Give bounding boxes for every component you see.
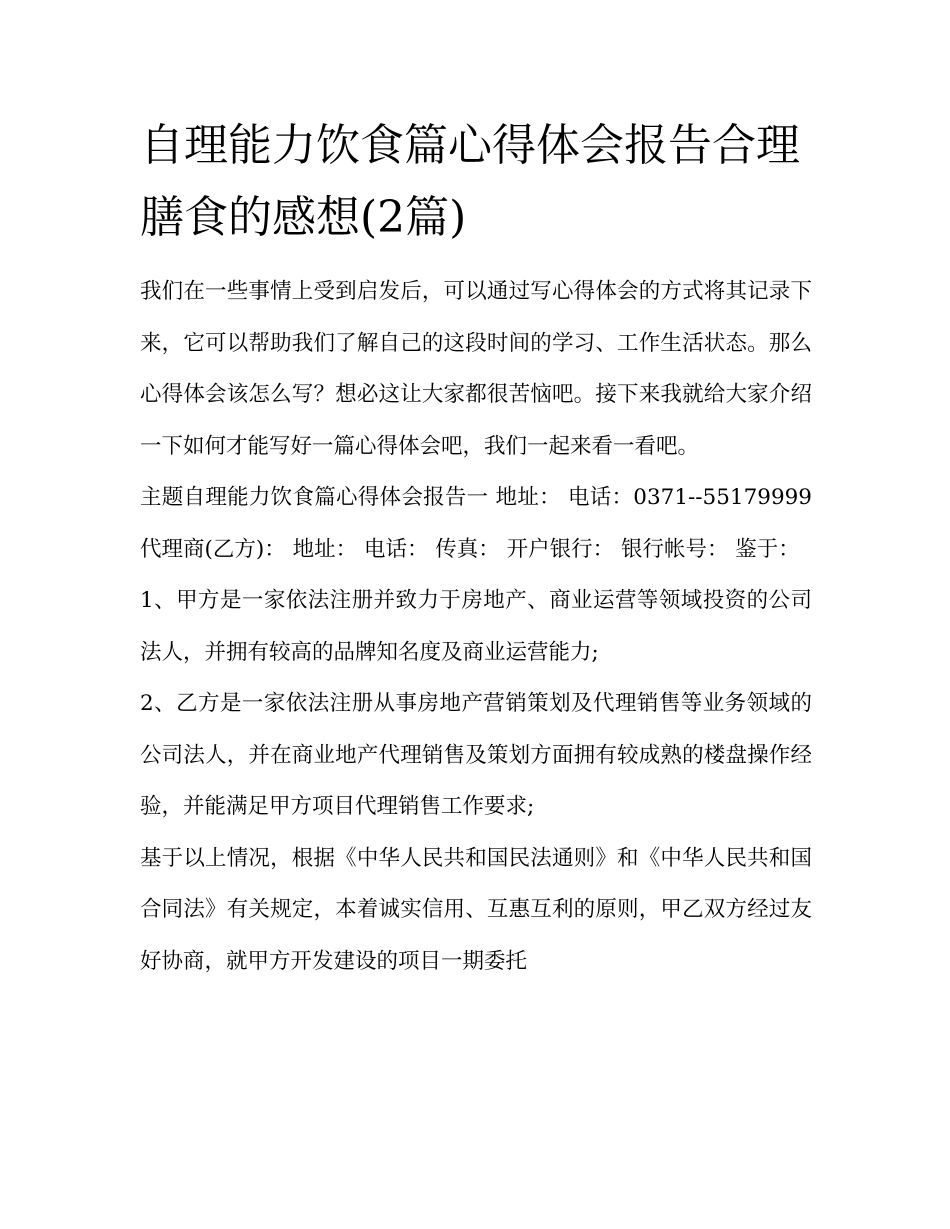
document-title: 自理能力饮食篇心得体会报告合理膳食的感想(2篇) xyxy=(140,120,800,243)
document-body xyxy=(140,266,812,987)
paragraph-clause-1: 1、甲方是一家依法注册并致力于房地产、商业运营等领域投资的公司法人，并拥有较高的品牌知名度及商业运营能力; xyxy=(140,588,812,665)
paragraph-intro: 我们在一些事情上受到启发后，可以通过写心得体会的方式将其记录下来，它可以帮助我们了解自己的这段时间的学习、工作生活状态。那么心得体会该怎么写？想必这让大家都很苦恼吧。接下来我就给大家介绍一下如何才能写好一篇心得体会吧，我们一起来看一看吧。 xyxy=(140,279,812,459)
paragraph-basis: 基于以上情况，根据《中华人民共和国民法通则》和《中华人民共和国合同法》有关规定，本着诚实信用、互惠互利的原则，甲乙双方经过友好协商，就甲方开发建设的项目一期委托 xyxy=(140,845,812,974)
paragraph-contract-header: 主题自理能力饮食篇心得体会报告一 地址： 电话：0371--55179999 代理商(乙方)： 地址： 电话： 传真： 开户银行： 银行帐号： 鉴于： xyxy=(140,485,812,562)
document-page xyxy=(140,110,812,987)
paragraph-clause-2: 2、乙方是一家依法注册从事房地产营销策划及代理销售等业务领域的公司法人，并在商业地产代理销售及策划方面拥有较成熟的楼盘操作经验，并能满足甲方项目代理销售工作要求; xyxy=(140,691,812,819)
